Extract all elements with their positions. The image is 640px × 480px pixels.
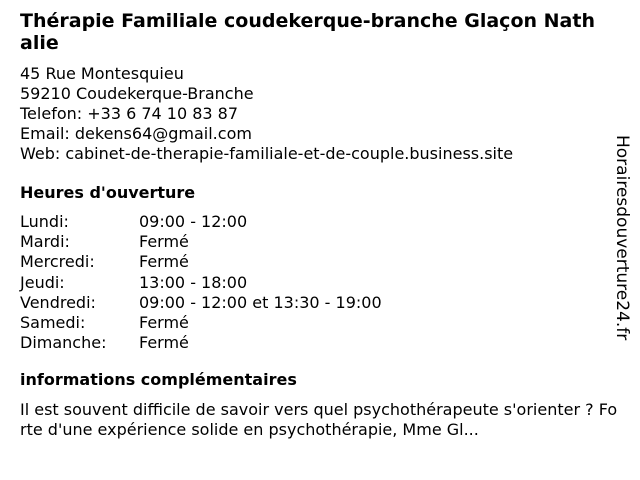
- day-hours: 09:00 - 12:00 et 13:30 - 19:00: [139, 292, 382, 312]
- opening-hours-heading: Heures d'ouverture: [20, 183, 196, 202]
- hours-row-sunday: [20, 333, 610, 353]
- day-hours: 13:00 - 18:00: [139, 272, 248, 292]
- hours-row-thursday: [20, 273, 610, 293]
- contact-block: [20, 64, 610, 164]
- website-link[interactable]: Web: cabinet-de-therapie-familiale-et-de-couple.business.site: [20, 144, 514, 163]
- hours-row-wednesday: [20, 252, 610, 272]
- day-label: Samedi:: [20, 313, 86, 333]
- day-hours: Fermé: [139, 333, 189, 353]
- business-card: [20, 10, 618, 440]
- opening-hours-table: [20, 212, 610, 353]
- site-watermark: Horairesdouverture24.fr: [612, 135, 632, 341]
- day-hours: 09:00 - 12:00: [139, 212, 248, 231]
- email-address[interactable]: Email: dekens64@gmail.com: [20, 124, 252, 143]
- hours-row-friday: [20, 293, 610, 313]
- additional-info-text: Il est souvent difficile de savoir vers quel psychothérapeute s'orienter ? Forte d'une expérience solide en psychothérapie, Mme Gl...: [20, 400, 618, 440]
- hours-row-saturday: [20, 313, 610, 333]
- day-label: Lundi:: [20, 212, 69, 231]
- day-label: Mercredi:: [20, 252, 95, 272]
- phone-number[interactable]: Telefon: +33 6 74 10 83 87: [20, 104, 239, 123]
- additional-info-heading: informations complémentaires: [20, 370, 297, 390]
- day-label: Mardi:: [20, 232, 70, 252]
- hours-row-monday: [20, 212, 610, 232]
- day-hours: Fermé: [139, 252, 189, 272]
- street-address: 45 Rue Montesquieu: [20, 64, 184, 83]
- hours-row-tuesday: [20, 232, 610, 252]
- day-hours: Fermé: [139, 232, 189, 252]
- business-name: Thérapie Familiale coudekerque-branche Glaçon Nathalie: [20, 10, 595, 54]
- day-hours: Fermé: [139, 313, 189, 333]
- day-label: Vendredi:: [20, 292, 96, 312]
- day-label: Dimanche:: [20, 333, 107, 353]
- city-postcode: 59210 Coudekerque-Branche: [20, 84, 254, 103]
- day-label: Jeudi:: [20, 272, 65, 292]
